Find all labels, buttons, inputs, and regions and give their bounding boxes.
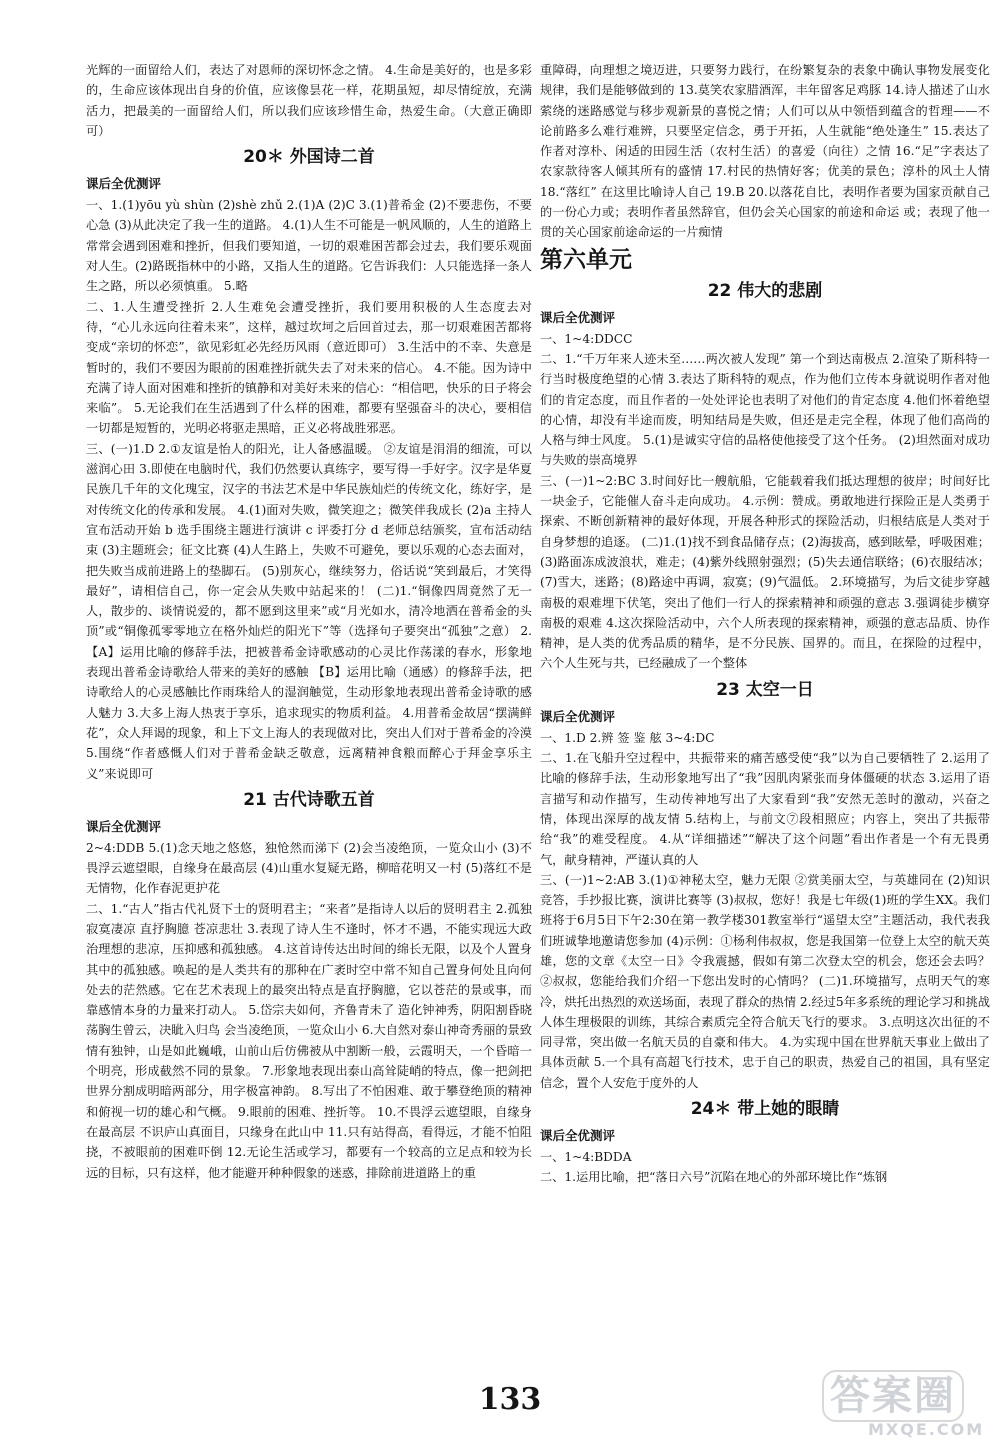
answer-paragraph: 二、1.运用比喻，把“落日六号”沉陷在地心的外部环境比作“炼钢 — [540, 1170, 888, 1185]
section-label: 课后全优测评 — [540, 309, 616, 325]
lesson-title-20: 20＊ 外国诗二首 — [243, 147, 375, 168]
answer-paragraph: 二、1.“千万年来人迹未至……两次被人发现” 第一个到达南极点 2.渲染了斯科特一行当时极度绝望的心情 3.表达了斯科特的观点，作为他们立传本身就说明作者对他们的肯定态度，而且作者的一处处评论也表明了对他们的肯定态度 4.他们怀着绝望的心情，却没有半途而废，明知结局是失败，但还是走完全程，体现了他们高尚的人格与绅士风度。 5.(1)是诚实守信的品格使他接受了这个任务。 (2)坦然面对成功与失败的崇高境界 — [540, 351, 990, 468]
section-label: 课后全优测评 — [540, 708, 616, 724]
answer-paragraph: 一、1.D 2.辨 签 鉴 舷 3~4:DC — [540, 730, 715, 745]
lesson-title-23: 23 太空一日 — [716, 679, 814, 700]
left-intro-paragraph: 光辉的一面留给人们，表达了对恩师的深切怀念之情。 4.生命是美好的，也是多彩的，生命应该体现出自身的价值，应该像昙花一样，花期虽短，却尽情绽放，充满活力，把最美的一面留给人们，所以我们应该珍惜生命，热爱生命。（大意正确即可） — [86, 63, 532, 138]
answer-paragraph: 一、1.(1)yōu yù shùn (2)shè zhǔ 2.(1)A (2)C 3.(1)普希金 (2)不要悲伤，不要心急 (3)从此决定了我一生的道路。 4.(1)人生不可能是一帆风顺的，人生的道路上常常会遇到困难和挫折，但我们要知道，一切的艰难困苦都会过去，我们要乐观面对人生。(2)路既指林中的小路，又指人生的道路。它告诉我们：人只能选择一条人生之路，所以必须慎重。 5.略 — [86, 198, 532, 294]
section-label: 课后全优测评 — [86, 818, 162, 834]
answer-paragraph: 三、(一)1~2:AB 3.(1)①神秘太空，魅力无限 ②赏美丽太空，与英雄同在 (2)知识竞答，手抄报比赛，演讲比赛等 (3)叔叔，您好！我是七年级(1)班的学生XX。我们班将于6月5日下午2:30在第一教学楼301教室举行“遥望太空”主题活动，我代表我们班诚挚地邀请您参加 (4)示例：①杨利伟叔叔，您是我国第一位登上太空的航天英雄，您的文章《太空一日》令我震撼，假如有第二次登太空的机会，您还会去吗？②叔叔，您能给我们介绍一下您出发时的心情吗？ (二)1.环境描写，点明天气的寒冷，烘托出热烈的欢送场面，表现了群众的热情 2.经过5年多系统的理论学习和挑战人体生理极限的训练，其综合素质完全符合航天飞行的要求。 3.点明这次出征的不同寻常，突出做一名航天员的自豪和伟大。 4.为实现中国在世界航天事业上做出了具体贡献 5.一个具有高超飞行技术，忠于自己的职责，热爱自己的祖国，具有坚定信念，置个人安危于度外的人 — [540, 872, 990, 1090]
answer-paragraph: 二、1.人生遭受挫折 2.人生难免会遭受挫折，我们要用积极的人生态度去对待，“心儿永远向往着未来”，这样，越过坎坷之后回首过去，那一切艰难困苦都将变成“亲切的怀恋”，欲见彩虹必先经历风雨（意近即可） 3.生活中的不幸、失意是暂时的，我们不要因为眼前的困难挫折就失去了对未来的信心。 4.不能。因为诗中充满了诗人面对困难和挫折的镇静和对美好未来的信心：“相信吧，快乐的日子将会来临”。 5.无论我们在生活遇到了什么样的困难，都要有坚强奋斗的决心，要相信一切都是短暂的，光明必将驱走黑暗，正义必将战胜邪恶。 — [86, 299, 532, 436]
answer-paragraph: 一、1~4:BDDA — [540, 1150, 632, 1165]
page-number: 133 — [478, 1382, 542, 1417]
answer-paragraph: 二、1.在飞船升空过程中，共振带来的痛苦感受使“我”以为自己要牺牲了 2.运用了比喻的修辞手法，生动形象地写出了“我”因肌肉紧张而身体僵硬的状态 3.运用了语言描写和动作描写，生动传神地写出了大家看到“我”安然无恙时的激动，兴奋之情，体现出深厚的战友情 5.结构上，与前文⑦段相照应；内容上，突出了共振带给“我”的难受程度。 4.从“详细描述”“解决了这个问题”看出作者是一个有无畏勇气，献身精神，严谨认真的人 — [540, 751, 990, 867]
lesson-title-21: 21 古代诗歌五首 — [243, 789, 375, 810]
answer-paragraph: 三、(一)1~2:BC 3.时间好比一艘航船，它能载着我们抵达理想的彼岸；时间好比一块金子，它能催人奋斗走向成功。 4.示例：赞成。勇敢地进行探险正是人类勇于探索、不断创新精神的最好体现，开展各种形式的探险活动，归根结底是人类对于自身梦想的追逐。 (二)1.(1)找不到食品储存点；(2)海拔高，感到眩晕，呼吸困难；(3)路面冻成波浪状，难走；(4)紫外线照射强烈；(5)失去通信联络；(6)衣服结冰；(7)雪大，迷路；(8)路途中再调，寂寞；(9)气温低。 2.环境描写，为后文徒步穿越南极的艰难埋下伏笔，突出了他们一行人的探索精神和顽强的意志 3.强调徒步横穿南极的艰难 4.这次探险活动中，六个人所表现的探索精神，顽强的意志品质、协作精神，是人类的优秀品质的精华，是不分民族、国界的。而且，在探险的过程中，六个人生死与共，已经融成了一个整体 — [540, 473, 990, 671]
answer-paragraph: 三、(一)1.D 2.①友谊是怡人的阳光，让人备感温暖。 ②友谊是涓涓的细流，可以滋润心田 3.即使在电脑时代，我们仍然要认真练字，要写得一手好字。汉字是华夏民族几千年的文化瑰宝，汉字的书法艺术是中华民族灿烂的传统文化，练好字，是对传统文化的传承和发展。 4.(1)面对失败，微笑迎之；微笑伴我成长 (2)a 主持人宣布活动开始 b 选手围绕主题进行演讲 c 评委打分 d 老师总结颁奖，宣布活动结束 (3)主题班会；征文比赛 (4)人生路上，失败不可避免，要以乐观的心态去面对，把失败当成前进路上的垫脚石。 (5)别灰心，继续努力，俗话说“笑到最后，才笑得最好”，请相信自己，你一定会从失败中站起来的！ (二)1.“铜像四周竟然了无一人，散步的、谈情说爱的，都不愿到这里来”或“月光如水，清冷地洒在普希金的头顶”或“铜像孤零零地立在格外灿烂的阳光下”等（选择句子要突出“孤独”之意） 2.【A】运用比喻的修辞手法，把被普希金诗歌感动的心灵比作荡漾的春水，形象地表现出普希金诗歌给人带来的美好的感触 【B】运用比喻（通感）的修辞手法，把诗歌给人的心灵感触比作雨珠给人的湿润触觉，生动形象地表现出普希金诗歌的感人魅力 3.大多上海人热衷于享乐，追求现实的物质利益。 4.用普希金故居“摆满鲜花”，众人拜谒的现象，和上下文上海人的表现做对比，突出人们对于普希金的冷漠 5.围绕“作者感慨人们对于普希金缺乏敬意，远离精神食粮而醉心于拜金享乐主义”来说即可 — [86, 441, 532, 781]
answer-paragraph: 一、1~4:DDCC — [540, 331, 633, 346]
answer-paragraph: 二、1.“古人”指古代礼贤下士的贤明君主；“来者”是指诗人以后的贤明君主 2.孤独寂寞凄凉 直抒胸臆 苍凉悲壮 3.表现了诗人生不逢时，怀才不遇，不能实现远大政治理想的悲凉，压抑感和孤独感。 4.这首诗传达出时间的绵长无限，以及个人置身其中的孤独感。唤起的是人类共有的那种在广袤时空中常不知自己置身何处且向何处去的茫然感。它在艺术表现上的最突出特点是直抒胸臆，它以苍茫的景或事，而靠感情本身的力量来打动人。 5.岱宗夫如何，齐鲁青未了 造化钟神秀，阴阳割昏晓 荡胸生曾云，决眦入归鸟 会当凌绝顶，一览众山小 6.大自然对泰山神奇秀丽的景致情有独钟，山是如此巍峨，山前山后仿佛被从中割断一般，云霞明天，一个昏暗一个明亮，形成截然不同的景象。 7.形象地表现出泰山高耸陡峭的特点，像一把剑把世界分割成明暗两部分，用字极富神韵。 8.写出了不怕困难、敢于攀登绝顶的精神和俯视一切的雄心和气概。 9.眼前的困难、挫折等。 10.不畏浮云遮望眼，自缘身在最高层 不识庐山真面目，只缘身在此山中 11.只有站得高，看得远，才能不怕阻挠，不被眼前的困难吓倒 12.无论生活或学习，都要有一个较高的立足点和较为长远的目标，只有这样，他才能避开种种假象的迷惑，排除前进道路上的重 — [86, 901, 532, 1180]
right-column — [540, 60, 990, 1188]
left-column — [86, 60, 532, 1183]
right-intro-paragraph: 重障碍，向理想之境迈进，只要努力践行，在纷繁复杂的表象中确认事物发展变化规律，我们是能够做到的 13.莫笑农家腊酒浑，丰年留客足鸡豚 14.诗人描述了山水萦绕的迷路感觉与移步观新景的喜悦之情；人们可以从中领悟到蕴含的哲理——不论前路多么难行难辨，只要坚定信念，勇于开拓，人生就能“绝处逢生” 15.表达了作者对淳朴、闲适的田园生活（农村生活）的喜爱（向往）之情 16.“足”字表达了农家款待客人倾其所有的盛情 17.村民的热情好客；优美的景色；淳朴的风土人情 18.“落红” 在这里比喻诗人自己 19.B 20.以落花自比，表明作者要为国家贡献自己的一份心力或；表明作者虽然辞官，但仍会关心国家的前途和命运 或；表现了他一贯的关心国家前途命运的一片痴情 — [540, 63, 990, 240]
lesson-title-22: 22 伟大的悲剧 — [707, 280, 823, 301]
answer-paragraph: 2~4:DDB 5.(1)念天地之悠悠，独怆然而涕下 (2)会当凌绝顶，一览众山小 (3)不畏浮云遮望眼，自缘身在最高层 (4)山重水复疑无路，柳暗花明又一村 (5)落红不是无情物，化作春泥更护花 — [86, 840, 532, 896]
lesson-title-24: 24＊ 带上她的眼睛 — [690, 1099, 840, 1120]
section-label: 课后全优测评 — [86, 176, 162, 192]
watermark-sub-text: MXQE.COM — [868, 1420, 985, 1439]
unit-title: 第六单元 — [540, 246, 632, 273]
section-label: 课后全优测评 — [540, 1128, 616, 1144]
watermark-main-text: 答案圈 — [822, 1370, 964, 1422]
watermark-logo — [822, 1370, 992, 1445]
